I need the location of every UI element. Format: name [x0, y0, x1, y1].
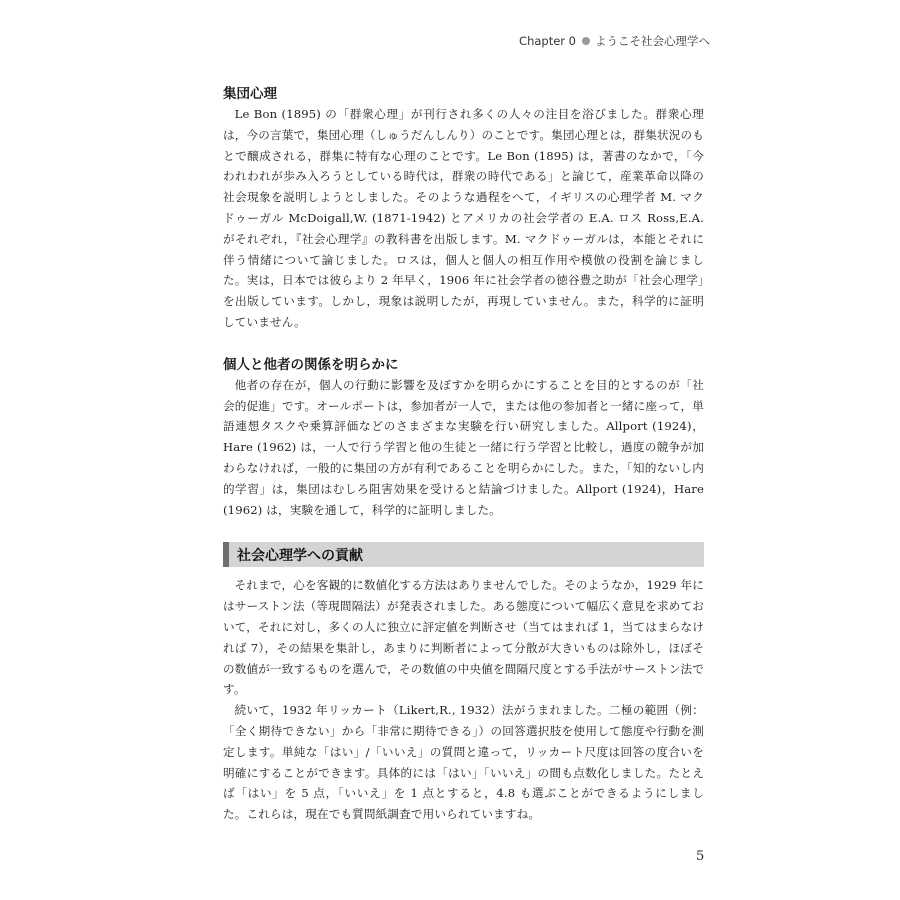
section-bar-contribution	[223, 542, 704, 567]
section-heading-individual-others: 個人と他者の関係を明らかに	[223, 356, 399, 373]
paragraph-group-psychology: Le Bon (1895) の「群衆心理」が刊行され多くの人々の注目を浴びました。群衆心理は，今の言葉で，集団心理（しゅうだんしんり）のことです。集団心理とは，群集状況のもとで醸成される，群集に特有な心理のことです。Le Bon (1895) は，著書のなかで，「今われわれが歩み入ろうとしている時代は，群衆の時代である」と論じて，産業革命以降の社会現象を説明しようとしました。そのような過程をへて，イギリスの心理学者 M. マクドゥーガル McDoigall,W. (1871-1942) とアメリカの社会学者の E.A. ロス Ross,E.A. がそれぞれ，『社会心理学』の教科書を出版します。M. マクドゥーガルは，本能とそれに伴う情緒について論じました。ロスは，個人と個人の相互作用や模倣の役割を論じました。実は，日本では彼らより 2 年早く，1906 年に社会学者の徳谷豊之助が「社会心理学」を出版しています。しかし，現象は説明したが，再現していません。また，科学的に証明していません。	[223, 107, 704, 329]
paragraph-individual-others: 他者の存在が，個人の行動に影響を及ぼすかを明らかにすることを目的とするのが「社会的促進」です。オールポートは，参加者が一人で，または他の参加者と一緒に座って，単語連想タスクや乗算評価などのさまざまな実験を行い研究しました。Allport (1924)，Hare (1962) は，一人で行う学習と他の生徒と一緒に行う学習と比較し，過度の競争が加わらなければ，一般的に集団の方が有利であることを明らかにした。また，「知的ないし内的学習」は，集団はむしろ阻害効果を受けると結論づけました。Allport (1924)，Hare (1962) は，実験を通して，科学的に証明しました。	[223, 377, 704, 517]
page-number: 5	[696, 849, 705, 864]
paragraph-thurstone: それまで，心を客観的に数値化する方法はありませんでした。そのようなか，1929 年にはサーストン法（等現間隔法）が発表されました。ある態度について幅広く意見を求めておいて，それに対し，多くの人に独立に評定値を判断させ（当てはまれば 1，当てはまらなければ 7），その結果を集計し，あまりに判断者によって分散が大きいものは除外し，ほぼその数値が一致するものを選んで，その数値の中央値を間隔尺度とする手法がサーストン法です。	[223, 578, 704, 697]
paragraph-likert: 続いて，1932 年リッカート（Likert,R., 1932）法がうまれました。二極の範囲（例：「全く期待できない」から「非常に期待できる」）の回答選択肢を使用して態度や行動を測定します。単純な「はい」/「いいえ」の質問と違って，リッカート尺度は回答の度合いを明確にすることができます。具体的には「はい」「いいえ」の間も点数化しました。たとえば「はい」を 5 点，「いいえ」を 1 点とすると，4.8 も選ぶことができるようにしました。これらは，現在でも質問紙調査で用いられていますね。	[223, 703, 704, 822]
section-title-contribution: 社会心理学への貢献	[237, 547, 363, 564]
chapter-title: ようこそ社会心理学へ	[595, 34, 710, 48]
page-body	[223, 84, 704, 825]
running-head	[519, 33, 710, 49]
bullet-dot-icon	[582, 37, 590, 45]
chapter-label: Chapter 0	[519, 34, 576, 48]
section-heading-group-psychology: 集団心理	[223, 86, 277, 102]
